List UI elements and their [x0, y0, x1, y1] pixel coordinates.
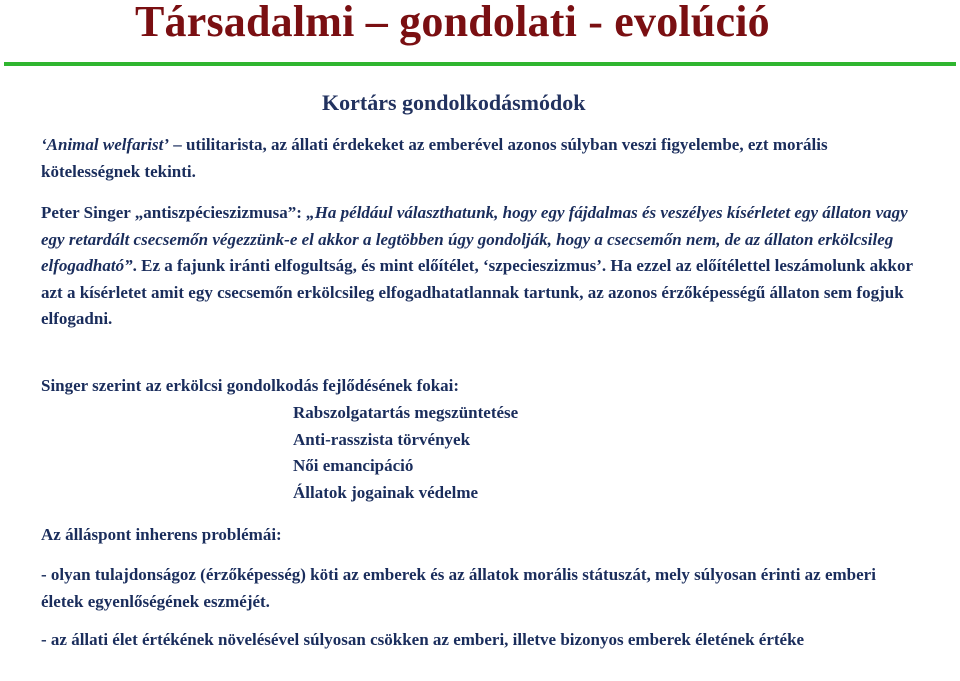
- slide-title: Társadalmi – gondolati - evolúció: [135, 0, 770, 46]
- stages-list: [293, 400, 518, 506]
- problems-heading: Az álláspont inherens problémái:: [41, 525, 282, 544]
- paragraph-singer: [41, 200, 921, 333]
- problem-item-2: - az állati élet értékének növelésével súlyosan csökken az emberi, illetve bizonyos emberek életének értéke: [41, 630, 805, 649]
- title-divider: [4, 62, 956, 66]
- problem-item-1: - olyan tulajdonságoz (érzőképesség) köti az emberek és az állatok morális státuszát, mely súlyosan érinti az emberi életek egyenlőségének eszméjét.: [41, 565, 876, 611]
- paragraph-animal-welfarist-text: – utilitarista, az állati érdekeket az emberével azonos súlyban veszi figyelembe, ezt morális kötelességnek tekinti.: [41, 135, 828, 181]
- section-subtitle: Kortárs gondolkodásmódok: [322, 90, 586, 115]
- stage-item: Állatok jogainak védelme: [293, 482, 479, 502]
- paragraph-singer-lead: Peter Singer „antiszpécieszizmusa”:: [41, 203, 307, 222]
- paragraph-singer-text: . Ez a fajunk iránti elfogultság, és mint előítélet, ‘szpecieszizmus’. Ha ezzel az előítélettel leszámolunk akkor azt a kísérletet amit egy csecsemőn erkölcsileg elfogadhatatlannak tartunk, az azonos érzőképességű állaton sem fogjuk elfogadni.: [41, 256, 913, 328]
- paragraph-animal-welfarist: [41, 132, 921, 185]
- stage-item: Rabszolgatartás megszüntetése: [293, 403, 519, 422]
- term-animal-welfarist: ‘Animal welfarist’: [41, 135, 169, 154]
- stage-item: Anti-rasszista törvények: [293, 429, 471, 449]
- singer-quote: „Ha például választhatunk, hogy egy fájdalmas és veszélyes kísérletet egy állaton vagy egy retardált csecsemőn végezzünk-e el akkor a legtöbben úgy gondolják, hogy a csecsemőn nem, de az állaton erkölcsileg elfogadható”: [41, 203, 908, 275]
- stage-item: Női emancipáció: [293, 456, 414, 475]
- stages-heading: Singer szerint az erkölcsi gondolkodás fejlődésének fokai:: [41, 376, 460, 395]
